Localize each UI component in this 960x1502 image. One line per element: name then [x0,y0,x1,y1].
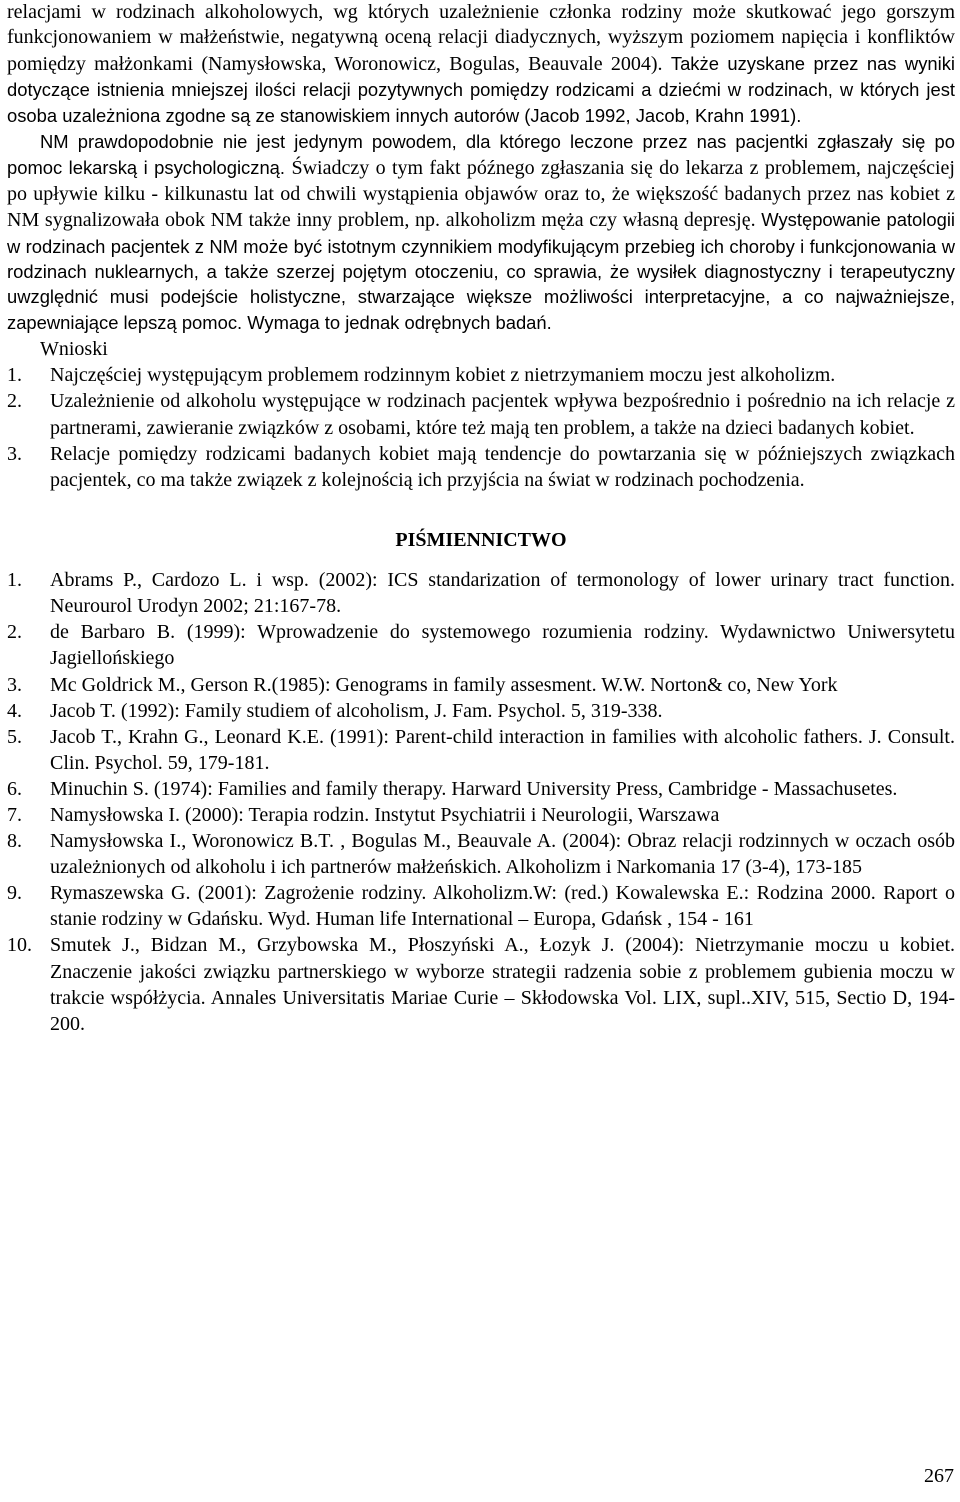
reference-item [7,698,955,724]
reference-number: 9. [7,882,22,905]
reference-number: 6. [7,777,22,800]
reference-text: Minuchin S. (1974): Families and family therapy. Harward University Press, Cambridge - Massachusetes. [50,777,898,800]
body-paragraph-2-part-a: NM prawdopodobnie nie jest jedynym powodem, dla którego leczone przez nas pacjentki zgłaszały się po pomoc lekarską i psychologiczną. [7,131,955,178]
page-number: 267 [924,1465,954,1487]
reference-number: 3. [7,673,22,696]
reference-text: Smutek J., Bidzan M., Grzybowska M., Płoszyński A., Łozyk J. (2004): Nietrzymanie moczu u kobiet. Znaczenie jakości związku partnerskiego w wyborze strategii radzenia sobie z problemem gubienia moczu w trakcie współżycia. Annales Universitatis Mariae Curie – Skłodowska Vol. LIX, supl..XIV, 515, Sectio D, 194- 200. [50,934,955,1035]
reference-text: Mc Goldrick M., Gerson R.(1985): Genograms in family assesment. W.W. Norton& co, New York [50,673,838,696]
references-list [7,567,955,1037]
page [7,0,955,1037]
reference-item [7,672,955,698]
reference-item [7,802,955,828]
references-heading: PIŚMIENNICTWO [395,529,567,552]
reference-number: 7. [7,804,22,827]
conclusion-item [7,388,955,440]
body-paragraph-1-part-b: Także uzyskane przez nas wyniki dotyczące istnienia mniejszej ilości relacji pozytywnych pomiędzy rodzicami a dziećmi w rodzinach, w których jest osoba uzależniona zgodne są ze stanowiskiem innych autorów (Jacob 1992, Jacob, Krahn 1991). [7,52,956,127]
reference-item [7,724,955,776]
reference-item [7,567,955,619]
reference-number: 2. [7,621,22,644]
conclusions-title: Wnioski [40,337,108,360]
conclusion-item [7,362,955,388]
reference-number: 1. [7,569,22,592]
reference-text: Rymaszewska G. (2001): Zagrożenie rodziny. Alkoholizm.W: (red.) Kowalewska E.: Rodzina 2000. Raport o stanie rodziny w Gdańsku. Wyd. Human life International – Europa, Gdańsk , 154 - 161 [50,882,955,931]
conclusion-text: Relacje pomiędzy rodzicami badanych kobiet mają tendencje do powtarzania się w późniejszych związkach pacjentek, co ma także związek z kolejnością ich przyjścia na świat w rodzinach pochodzenia. [50,442,955,491]
conclusion-number: 3. [7,442,22,465]
body-paragraph-2-part-c: Występowanie patologii w rodzinach pacjentek z NM może być istotnym czynnikiem modyfikującym przebieg ich choroby i funkcjonowania w rodzinach nuklearnych, a także szerzej pojętym otoczeniu, co sprawia, że wysiłek diagnostyczny i terapeutyczny uwzględnić musi podejście holistyczne, stwarzające większe możliwości interpretacyjne, a co najważniejsze, zapewniające lepszą pomoc. Wymaga to jednak odrębnych badań. [7,209,955,333]
reference-text: Jacob T., Krahn G., Leonard K.E. (1991): Parent-child interaction in families with alcoholic fathers. J. Consult. Clin. Psychol. 59, 179-181. [50,725,955,774]
reference-item [7,880,955,932]
reference-item [7,932,955,1036]
body-paragraph-2-part-b: Świadczy o tym fakt późnego zgłaszania się do lekarza z problemem, najczęściej po upływie kilku - kilkunastu lat od chwili wystąpienia objawów oraz to, że większość badanych przez nas kobiet z NM sygnalizowała obok NM także inny problem, np. alkoholizm męża czy własną depresję. [7,156,955,232]
conclusion-item [7,441,955,493]
body-paragraph-1 [7,0,955,129]
reference-number: 8. [7,830,22,853]
conclusion-text: Uzależnienie od alkoholu występujące w rodzinach pacjentek wpływa bezpośrednio i pośrednio na ich relacje z partnerami, zawieranie związków z osobami, które też mają ten problem, a także na dzieci badanych kobiet. [50,390,955,439]
conclusions-list [7,362,955,493]
reference-item [7,828,955,880]
reference-item [7,619,955,671]
body-paragraph-1-part-a: relacjami w rodzinach alkoholowych, wg których uzależnienie członka rodziny może skutkować jego gorszym funkcjonowaniem w małżeństwie, negatywną oceną relacji diadycznych, wyższym poziomem napięcia i konfliktów pomiędzy małżonkami (Namysłowska, Woronowicz, Bogulas, Beauvale 2004). [7,1,955,75]
reference-number: 4. [7,699,22,722]
reference-number: 5. [7,725,22,748]
body-paragraph-2 [7,129,955,334]
conclusion-number: 2. [7,390,22,413]
reference-number: 10. [7,934,32,957]
reference-text: Namysłowska I., Woronowicz B.T. , Bogulas M., Beauvale A. (2004): Obraz relacji rodzinnych w oczach osób uzależnionych od alkoholu i ich partnerów małżeńskich. Alkoholizm i Narkomania 17 (3-4), 173-185 [50,830,955,879]
reference-text: Namysłowska I. (2000): Terapia rodzin. Instytut Psychiatrii i Neurologii, Warszawa [50,804,720,827]
reference-text: Abrams P., Cardozo L. i wsp. (2002): ICS standarization of termonology of lower urinary tract function. Neurourol Urodyn 2002; 21:167-78. [50,569,955,618]
conclusion-text: Najczęściej występującym problemem rodzinnym kobiet z nietrzymaniem moczu jest alkoholizm. [50,364,836,387]
reference-text: de Barbaro B. (1999): Wprowadzenie do systemowego rozumienia rodziny. Wydawnictwo Uniwersytetu Jagiellońskiego [50,621,955,670]
reference-item [7,776,955,802]
reference-text: Jacob T. (1992): Family studiem of alcoholism, J. Fam. Psychol. 5, 319-338. [50,699,663,722]
conclusion-number: 1. [7,364,22,387]
